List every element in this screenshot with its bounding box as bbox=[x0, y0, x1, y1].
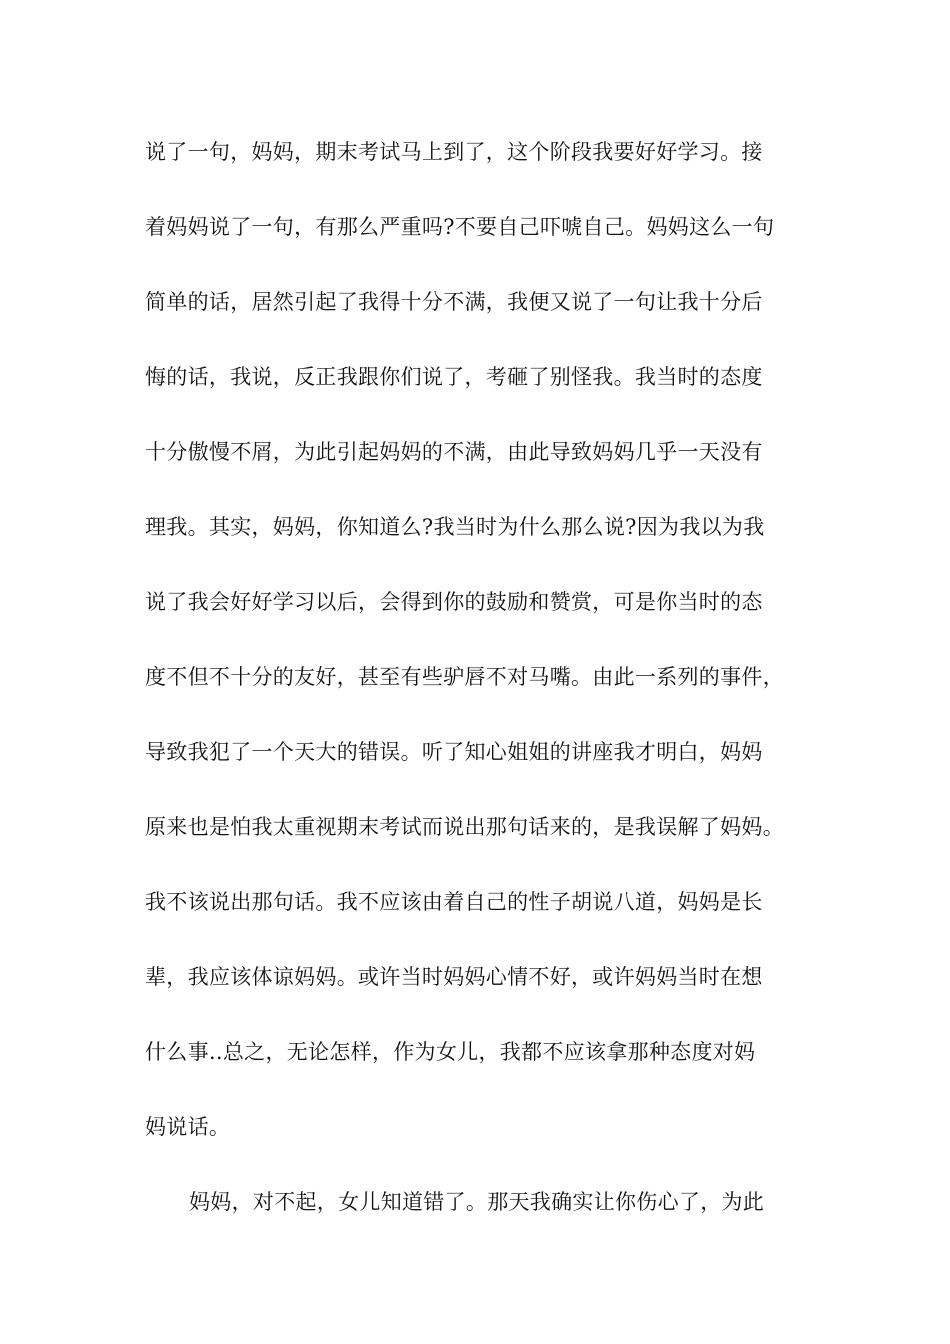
text-line: 原来也是怕我太重视期末考试而说出那句话来的，是我误解了妈妈。 bbox=[145, 815, 784, 839]
text-line: 简单的话，居然引起了我得十分不满，我便又说了一句让我十分后 bbox=[145, 290, 763, 314]
text-line: 说了一句，妈妈，期末考试马上到了，这个阶段我要好好学习。接 bbox=[145, 140, 763, 164]
text-line-paragraph-start: 妈妈，对不起，女儿知道错了。那天我确实让你伤心了，为此 bbox=[189, 1190, 765, 1214]
text-line: 我不该说出那句话。我不应该由着自己的性子胡说八道，妈妈是长 bbox=[145, 890, 763, 914]
text-line: 十分傲慢不屑，为此引起妈妈的不满，由此导致妈妈几乎一天没有 bbox=[145, 440, 763, 464]
text-line: 导致我犯了一个天大的错误。听了知心姐姐的讲座我才明白，妈妈 bbox=[145, 740, 763, 764]
text-line: 妈说话。 bbox=[145, 1115, 231, 1139]
text-line: 辈，我应该体谅妈妈。或许当时妈妈心情不好，或许妈妈当时在想 bbox=[145, 965, 763, 989]
text-line: 什么事..总之，无论怎样，作为女儿，我都不应该拿那种态度对妈 bbox=[145, 1040, 756, 1064]
text-line: 悔的话，我说，反正我跟你们说了，考砸了别怪我。我当时的态度 bbox=[145, 365, 763, 389]
text-line: 理我。其实，妈妈，你知道么?我当时为什么那么说?因为我以为我 bbox=[145, 515, 765, 539]
text-line: 着妈妈说了一句，有那么严重吗?不要自己吓唬自己。妈妈这么一句 bbox=[145, 215, 775, 239]
text-line: 度不但不十分的友好，甚至有些驴唇不对马嘴。由此一系列的事件， bbox=[145, 665, 784, 689]
text-line: 说了我会好好学习以后，会得到你的鼓励和赞赏，可是你当时的态 bbox=[145, 590, 763, 614]
